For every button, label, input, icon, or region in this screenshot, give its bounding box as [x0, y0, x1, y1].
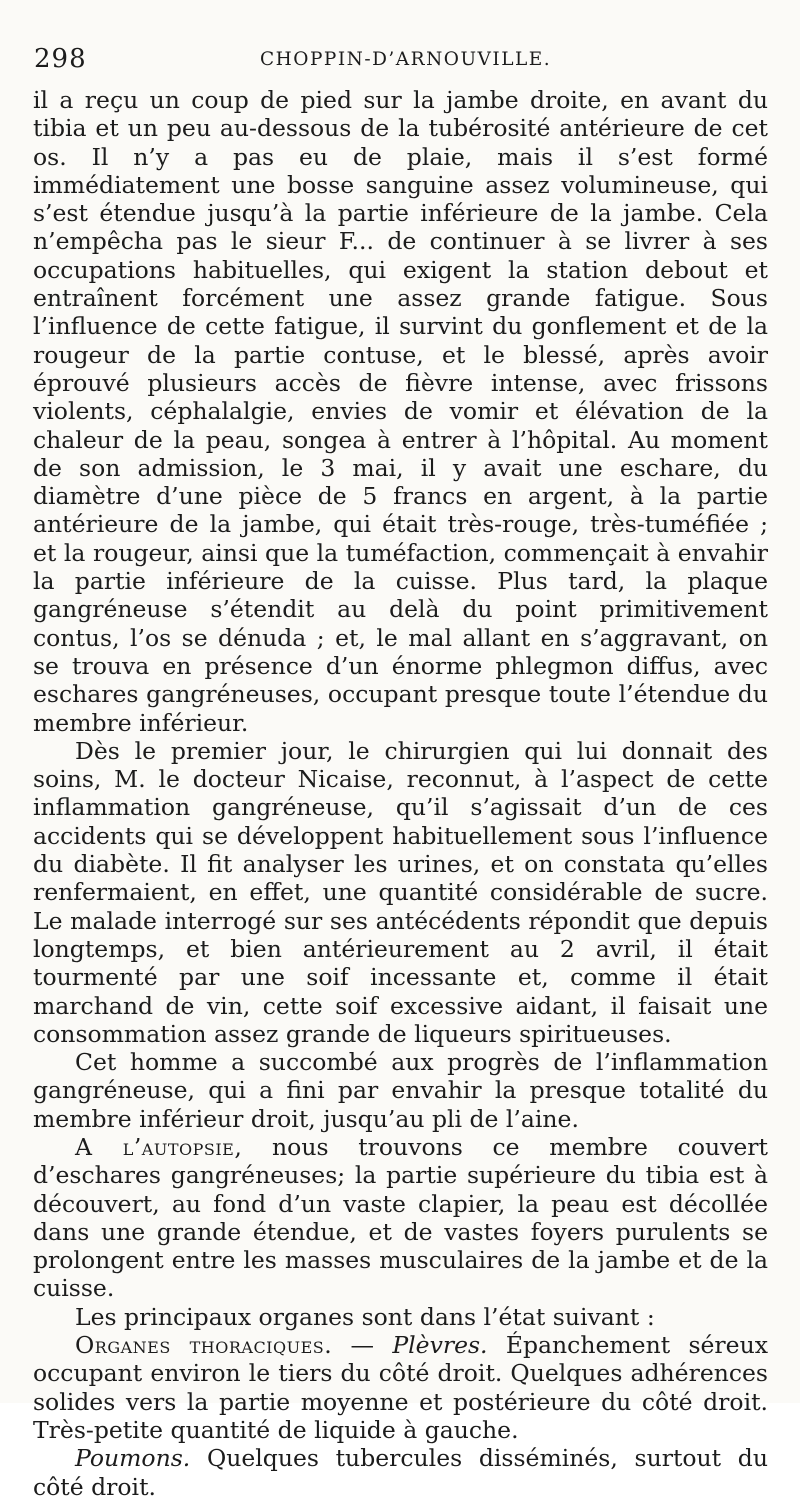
- pleura-subheading: Plèvres.: [392, 1331, 488, 1360]
- page-header: [30, 44, 770, 80]
- paragraph-thoracic-organs: Organes thoraciques. — Plèvres. Épanchement séreux occupant environ le tiers du côté droit. Quelques adhérences solides vers la partie moyenne et postérieure du côté droit. Très-petite quantité de liquide à gauche.: [33, 1331, 768, 1444]
- paragraph-lungs: Poumons. Quelques tubercules disséminés, surtout du côté droit.: [33, 1444, 768, 1501]
- running-head: CHOPPIN-D’ARNOUVILLE.: [260, 49, 552, 70]
- paragraph-death: Cet homme a succombé aux progrès de l’inflammation gangréneuse, qui a fini par envahir la presque totalité du membre inférieur droit, jusqu’au pli de l’aine.: [33, 1048, 768, 1133]
- paragraph-diagnosis: Dès le premier jour, le chirurgien qui lui donnait des soins, M. le docteur Nicaise, reconnut, à l’aspect de cette inflammation gangréneuse, qu’il s’agissait d’un de ces accidents qui se développent habituellement sous l’influence du diabète. Il fit analyser les urines, et on constata qu’elles renfermaient, en effet, une quantité considérable de sucre. Le malade interrogé sur ses antécédents répondit que depuis longtemps, et bien antérieurement au 2 avril, il était tourmenté par une soif incessante et, comme il était marchand de vin, cette soif excessive aidant, il faisait une consommation assez grande de liqueurs spiritueuses.: [33, 736, 768, 1048]
- paragraph-organs-intro: Les principaux organes sont dans l’état suivant :: [75, 1302, 655, 1331]
- page-number: 298: [34, 44, 87, 74]
- lungs-subheading: Poumons.: [75, 1444, 191, 1473]
- paragraph-autopsy: A l’autopsie, nous trouvons ce membre couvert d’eschares gangréneuses; la partie supérieure du tibia est à découvert, au fond d’un vaste clapier, la peau est décollée dans une grande étendue, et de vastes foyers purulents se prolongent entre les masses musculaires de la jambe et de la cuisse.: [33, 1132, 768, 1303]
- body-text: [33, 86, 768, 1501]
- paragraph-case-history: il a reçu un coup de pied sur la jambe droite, en avant du tibia et un peu au-dessous de la tubérosité antérieure de cet os. Il n’y a pas eu de plaie, mais il s’est formé immédiatement une bosse sanguine assez volumineuse, qui s’est étendue jusqu’à la partie inférieure de la jambe. Cela n’empêcha pas le sieur F... de continuer à se livrer à ses occupations habituelles, qui exigent la station debout et entraînent forcément une assez grande fatigue. Sous l’influence de cette fatigue, il survint du gonflement et de la rougeur de la partie contuse, et le blessé, après avoir éprouvé plusieurs accès de fièvre intense, avec frissons violents, céphalalgie, envies de vomir et élévation de la chaleur de la peau, songea à entrer à l’hôpital. Au moment de son admission, le 3 mai, il y avait une eschare, du diamètre d’une pièce de 5 francs en argent, à la partie antérieure de la jambe, qui était très-rouge, très-tuméfiée ; et la rougeur, ainsi que la tuméfaction, commençait à envahir la partie inférieure de la cuisse. Plus tard, la plaque gangréneuse s’étendit au delà du point primitivement contus, l’os se dénuda ; et, le mal allant en s’aggravant, on se trouva en présence d’un énorme phlegmon diffus, avec eschares gangréneuses, occupant presque toute l’étendue du membre inférieur.: [33, 86, 768, 737]
- autopsy-heading: A l’autopsie,: [75, 1132, 243, 1161]
- thoracic-organs-heading: Organes thoraciques.: [75, 1331, 333, 1360]
